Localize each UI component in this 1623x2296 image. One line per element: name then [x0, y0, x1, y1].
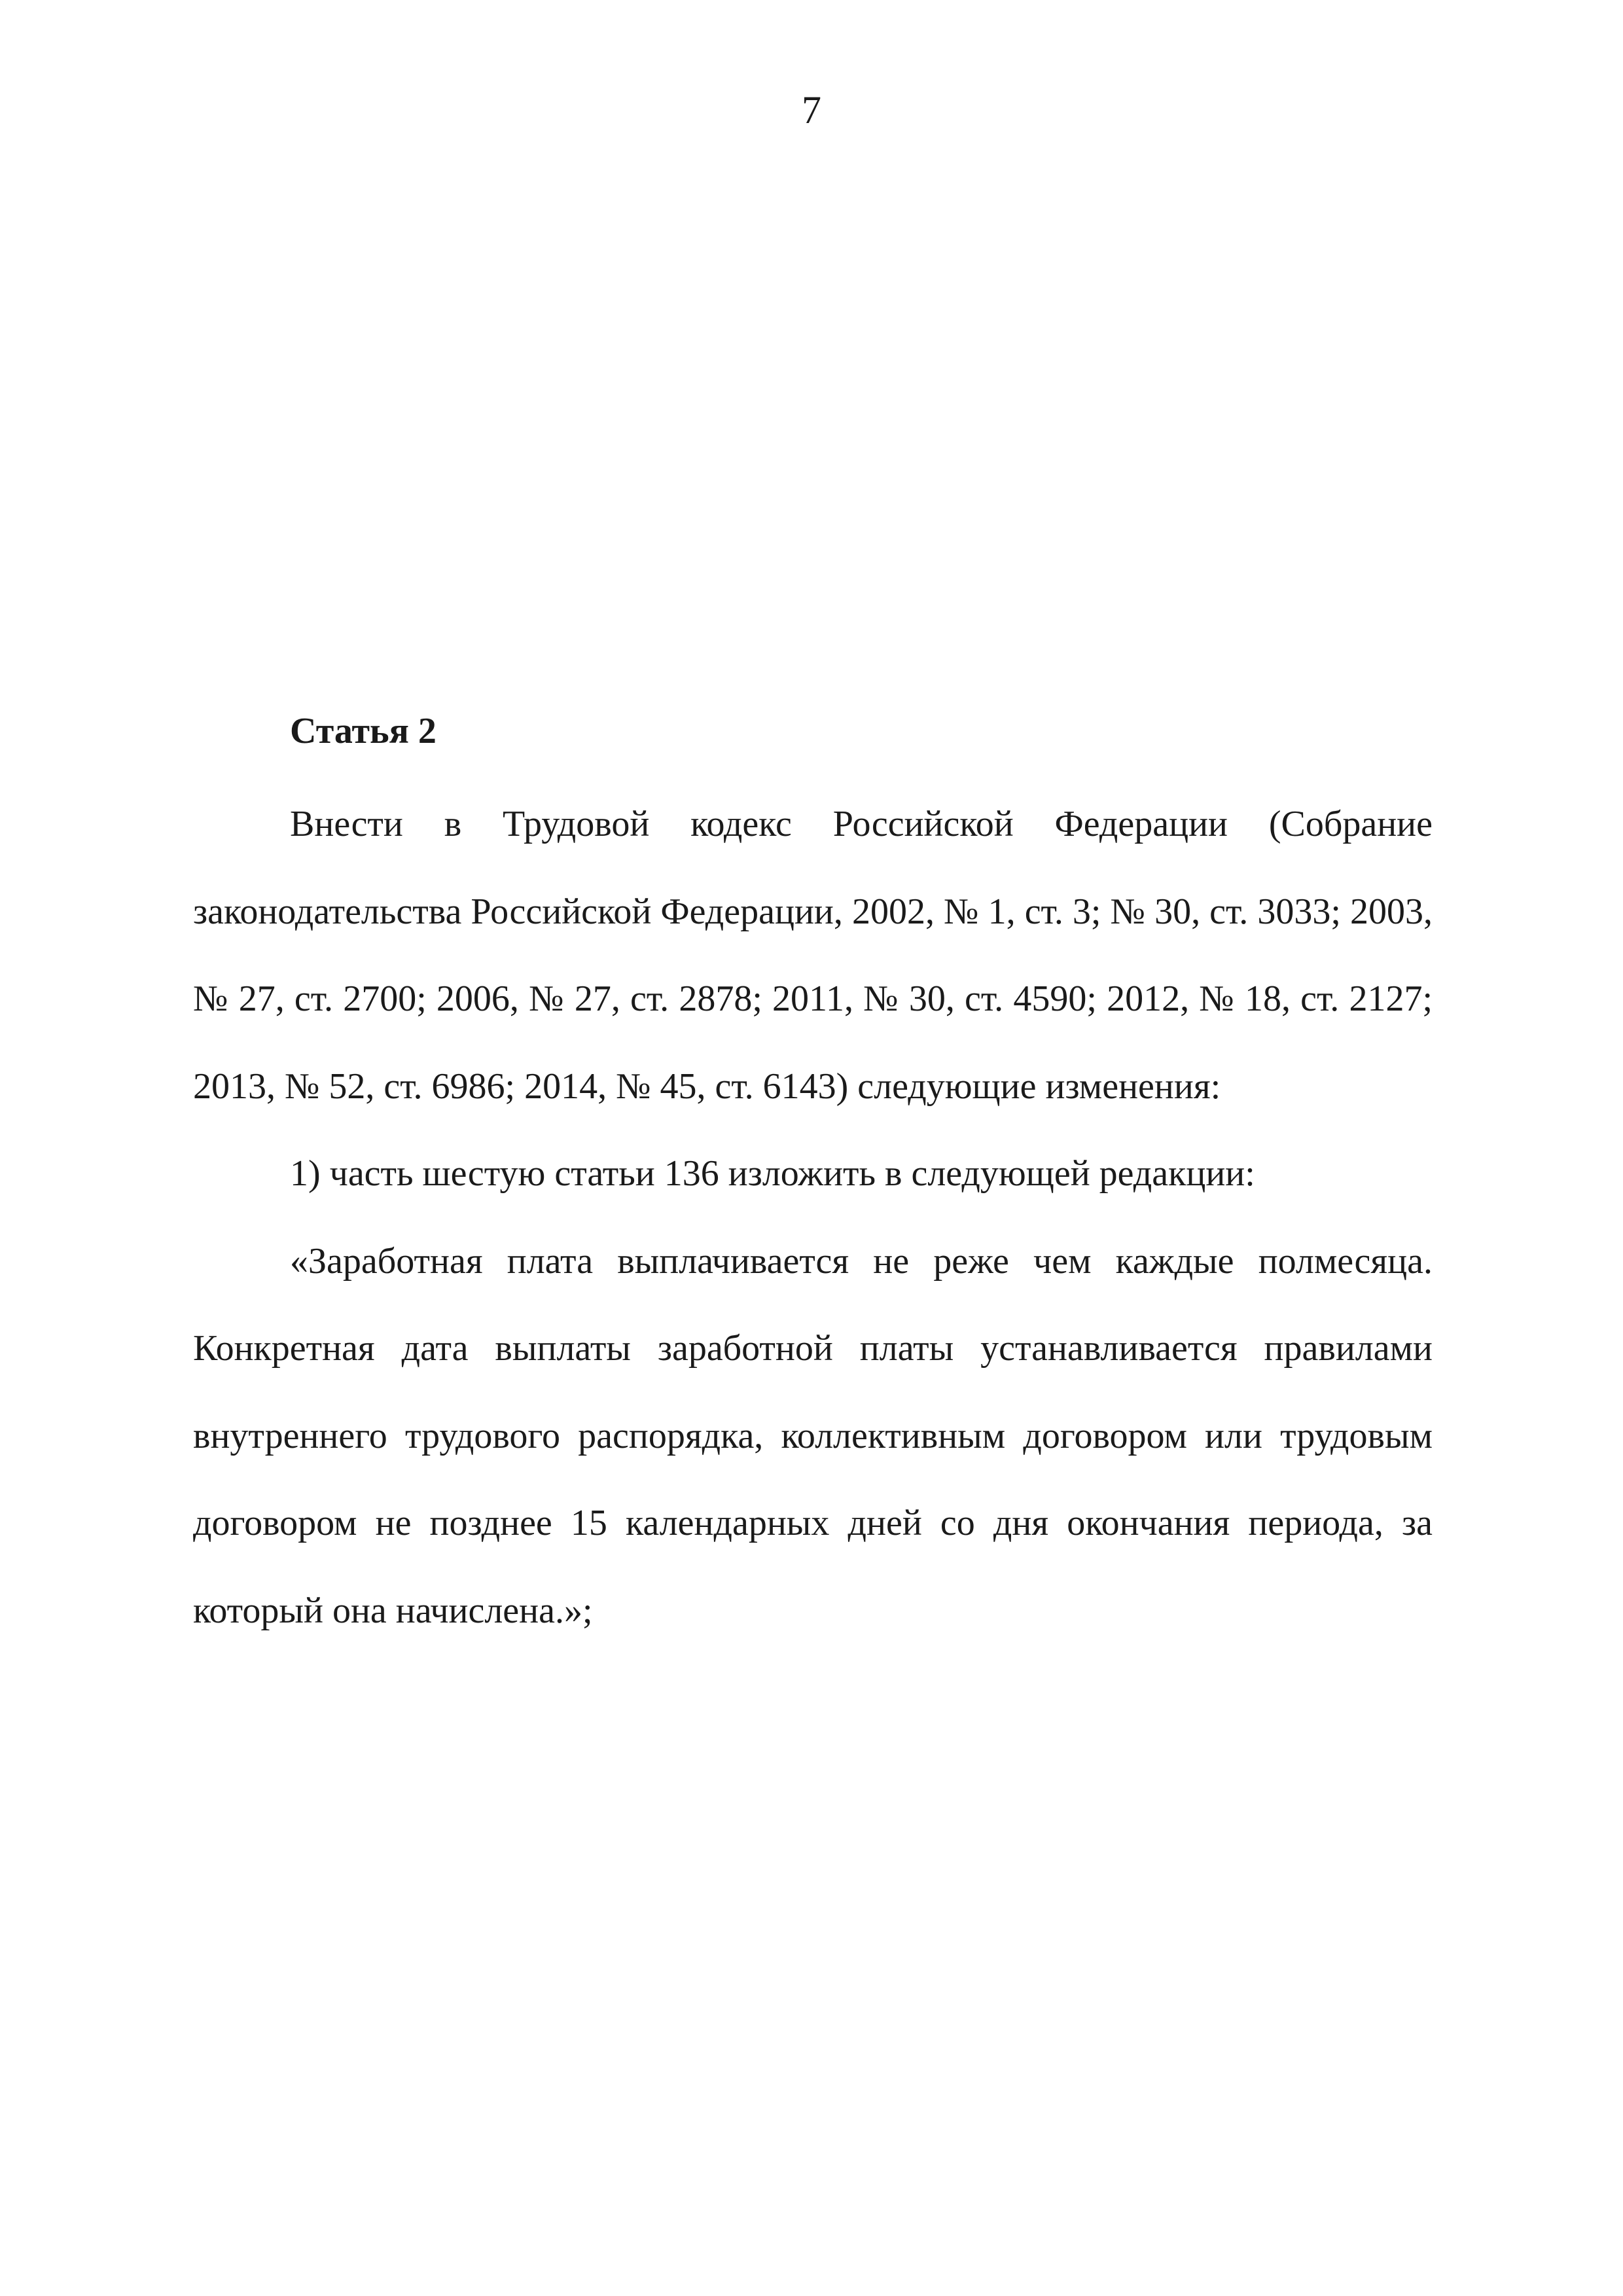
article-heading: Статья 2 — [290, 711, 437, 751]
paragraph-item-1: 1) часть шестую статьи 136 изложить в следующей редакции: — [290, 1153, 1255, 1194]
paragraph-new-wording: «Заработная плата выплачивается не реже чем каждые полмесяца. Конкретная дата выплаты заработной платы устанавливается правилами внутреннего трудового распорядка, коллективным договором или трудовым договором не позднее 15 календарных дней со дня окончания периода, за который она начислена.»; — [193, 1240, 1433, 1631]
page-number: 7 — [802, 88, 821, 132]
article-body — [193, 781, 1433, 1655]
paragraph-amendment-intro: Внести в Трудовой кодекс Российской Федерации (Собрание законодательства Российской Федерации, 2002, № 1, ст. 3; № 30, ст. 3033; 2003, № 27, ст. 2700; 2006, № 27, ст. 2878; 2011, № 30, ст. 4590; 2012, № 18, ст. 2127; 2013, № 52, ст. 6986; 2014, № 45, ст. 6143) следующие изменения: — [193, 804, 1433, 1107]
